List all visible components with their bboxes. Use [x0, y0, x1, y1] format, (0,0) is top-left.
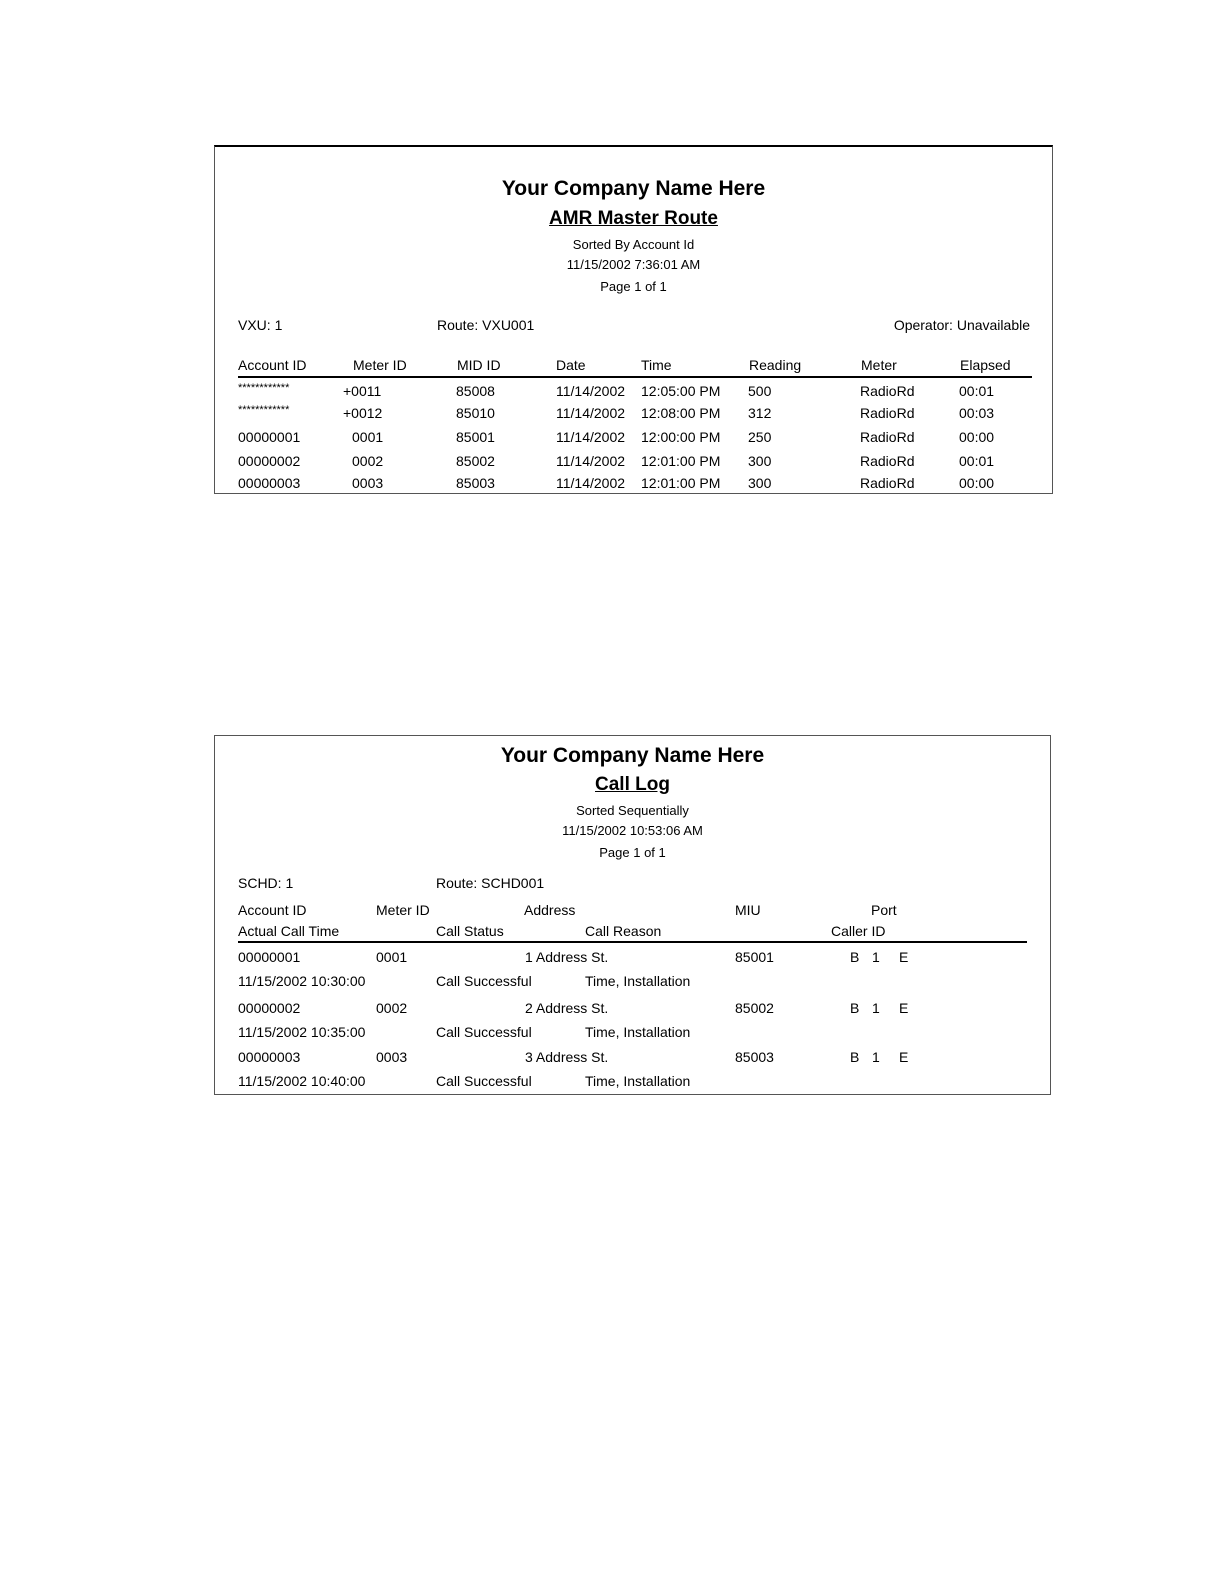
call-log-report [214, 735, 1051, 1095]
cell-account-id: 00000003 [238, 1049, 301, 1065]
cell-port-e: E [899, 1049, 909, 1065]
company-name: Your Company Name Here [500, 744, 765, 767]
cell-meter: RadioRd [860, 475, 915, 491]
col-header-miu: MIU [735, 902, 761, 918]
cell-elapsed: 00:00 [959, 475, 995, 491]
cell-account-id: 00000002 [238, 1000, 301, 1016]
page-number: Page 1 of 1 [600, 279, 667, 294]
operator-label: Operator: Unavailable [893, 317, 1030, 333]
col-header-meter-id: Meter ID [376, 902, 430, 918]
cell-account-id: ************ [238, 382, 290, 394]
header-rule [238, 941, 1027, 943]
cell-account-id: 00000001 [238, 949, 301, 965]
cell-meter-id: +0011 [343, 383, 382, 399]
col-header-call-status: Call Status [436, 923, 504, 939]
col-header-elapsed: Elapsed [960, 357, 1011, 373]
cell-meter-id: 0003 [376, 1049, 408, 1065]
cell-meter-id: 0003 [352, 475, 384, 491]
cell-account-id: 00000003 [238, 475, 301, 491]
cell-call-reason: Time, Installation [585, 1024, 691, 1040]
col-header-date: Date [556, 357, 586, 373]
cell-port-b: B [850, 1049, 860, 1065]
cell-time: 12:01:00 PM [641, 475, 721, 491]
cell-port-1: 1 [872, 949, 880, 965]
cell-time: 12:01:00 PM [641, 453, 721, 469]
cell-call-status: Call Successful [436, 973, 532, 989]
cell-port-b: B [850, 949, 860, 965]
cell-date: 11/14/2002 [556, 475, 626, 491]
cell-reading: 250 [748, 429, 772, 445]
col-header-address: Address [524, 902, 576, 918]
cell-meter: RadioRd [860, 429, 915, 445]
cell-time: 12:05:00 PM [641, 383, 721, 399]
col-header-account-id: Account ID [238, 357, 307, 373]
cell-mid-id: 85008 [456, 383, 495, 399]
cell-call-time: 11/15/2002 10:30:00 [238, 973, 366, 989]
cell-meter-id: 0001 [376, 949, 408, 965]
col-header-time: Time [641, 357, 672, 373]
cell-port-1: 1 [872, 1049, 880, 1065]
cell-date: 11/14/2002 [556, 453, 626, 469]
cell-call-status: Call Successful [436, 1073, 532, 1089]
col-header-account-id: Account ID [238, 902, 307, 918]
cell-time: 12:00:00 PM [641, 429, 721, 445]
cell-time: 12:08:00 PM [641, 405, 721, 421]
cell-reading: 300 [748, 453, 772, 469]
cell-miu: 85003 [735, 1049, 774, 1065]
cell-meter-id: 0002 [352, 453, 384, 469]
report-title: Call Log [595, 774, 670, 795]
report-timestamp: 11/15/2002 7:36:01 AM [566, 257, 701, 272]
page-number: Page 1 of 1 [599, 845, 666, 860]
cell-account-id: 00000001 [238, 429, 301, 445]
report-timestamp: 11/15/2002 10:53:06 AM [562, 823, 703, 838]
cell-call-reason: Time, Installation [585, 1073, 691, 1089]
cell-address: 1 Address St. [525, 949, 609, 965]
cell-call-status: Call Successful [436, 1024, 532, 1040]
col-header-meter: Meter [861, 357, 897, 373]
cell-meter-id: 0002 [376, 1000, 408, 1016]
sort-order: Sorted By Account Id [572, 237, 695, 252]
col-header-reading: Reading [749, 357, 802, 373]
cell-meter: RadioRd [860, 453, 915, 469]
schd-label: SCHD: 1 [238, 875, 294, 891]
col-header-call-reason: Call Reason [585, 923, 662, 939]
cell-date: 11/14/2002 [556, 429, 626, 445]
cell-date: 11/14/2002 [556, 405, 626, 421]
cell-mid-id: 85010 [456, 405, 495, 421]
cell-call-time: 11/15/2002 10:35:00 [238, 1024, 366, 1040]
header-rule [238, 376, 1032, 378]
col-header-actual-call-time: Actual Call Time [238, 923, 340, 939]
route-label: Route: SCHD001 [436, 875, 545, 891]
cell-mid-id: 85003 [456, 475, 495, 491]
col-header-port: Port [871, 902, 897, 918]
company-name: Your Company Name Here [501, 177, 766, 200]
cell-address: 2 Address St. [525, 1000, 609, 1016]
cell-port-b: B [850, 1000, 860, 1016]
vxu-label: VXU: 1 [238, 317, 283, 333]
cell-mid-id: 85002 [456, 453, 495, 469]
cell-port-1: 1 [872, 1000, 880, 1016]
cell-port-e: E [899, 1000, 909, 1016]
cell-port-e: E [899, 949, 909, 965]
cell-call-reason: Time, Installation [585, 973, 691, 989]
cell-meter: RadioRd [860, 405, 915, 421]
amr-master-route-report [214, 145, 1053, 494]
cell-meter-id: +0012 [343, 405, 383, 421]
col-header-mid-id: MID ID [457, 357, 501, 373]
cell-miu: 85001 [735, 949, 774, 965]
cell-meter: RadioRd [860, 383, 915, 399]
cell-mid-id: 85001 [456, 429, 495, 445]
cell-elapsed: 00:01 [959, 453, 995, 469]
col-header-caller-id: Caller ID [831, 923, 886, 939]
cell-elapsed: 00:00 [959, 429, 995, 445]
cell-reading: 300 [748, 475, 772, 491]
cell-reading: 500 [748, 383, 772, 399]
cell-elapsed: 00:01 [959, 383, 995, 399]
cell-meter-id: 0001 [352, 429, 384, 445]
cell-account-id: 00000002 [238, 453, 301, 469]
col-header-meter-id: Meter ID [353, 357, 407, 373]
cell-address: 3 Address St. [525, 1049, 609, 1065]
cell-miu: 85002 [735, 1000, 774, 1016]
cell-call-time: 11/15/2002 10:40:00 [238, 1073, 366, 1089]
report-title: AMR Master Route [549, 208, 718, 229]
sort-order: Sorted Sequentially [576, 803, 689, 818]
cell-date: 11/14/2002 [556, 383, 626, 399]
cell-reading: 312 [748, 405, 772, 421]
cell-elapsed: 00:03 [959, 405, 995, 421]
cell-account-id: ************ [238, 404, 290, 416]
route-label: Route: VXU001 [437, 317, 535, 333]
